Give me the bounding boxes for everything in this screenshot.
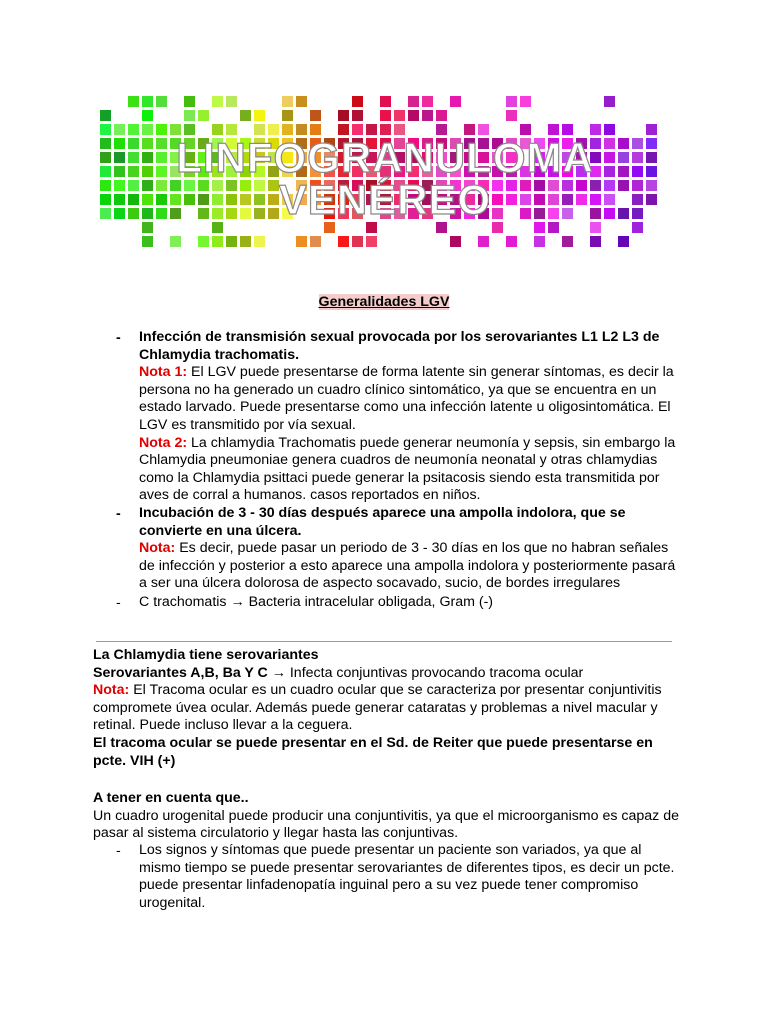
mosaic-tile (128, 180, 139, 191)
mosaic-tile (100, 124, 111, 135)
mosaic-tile (100, 208, 111, 219)
mosaic-tile (254, 236, 265, 247)
mosaic-tile (156, 96, 167, 107)
mosaic-tile (436, 110, 447, 121)
bullet-dash: - (116, 595, 121, 611)
mosaic-tile (506, 236, 517, 247)
mosaic-tile (100, 110, 111, 121)
mosaic-tile (240, 236, 251, 247)
mosaic-tile (618, 152, 629, 163)
mosaic-tile (212, 222, 223, 233)
note-text: El LGV puede presentarse de forma latente sin generar síntomas, es decir la persona no ha generado un cuadro clínico sintomático, ya que se encuentra en un estado larvado. Puede presentarse como una infección latente u oligosintomática. El LGV es transmitido por vía sexual. (139, 364, 674, 433)
mosaic-tile (492, 222, 503, 233)
mosaic-tile (142, 222, 153, 233)
note-paragraph (139, 364, 679, 434)
mosaic-tile (646, 194, 657, 205)
mosaic-tile (338, 110, 349, 121)
mosaic-tile (184, 194, 195, 205)
mosaic-tile (450, 96, 461, 107)
mosaic-tile (366, 222, 377, 233)
mosaic-tile (506, 110, 517, 121)
mosaic-tile (604, 194, 615, 205)
mosaic-tile (128, 96, 139, 107)
mosaic-tile (506, 194, 517, 205)
mosaic-tile (548, 180, 559, 191)
mosaic-tile (226, 208, 237, 219)
mosaic-tile (128, 208, 139, 219)
mosaic-tile (310, 236, 321, 247)
list-item (139, 505, 679, 593)
mosaic-tile (170, 194, 181, 205)
mosaic-tile (142, 138, 153, 149)
mosaic-tile (352, 96, 363, 107)
mosaic-tile (156, 180, 167, 191)
mosaic-tile (100, 138, 111, 149)
mosaic-tile (156, 124, 167, 135)
mosaic-tile (562, 236, 573, 247)
mosaic-tile (618, 208, 629, 219)
mosaic-tile (590, 222, 601, 233)
mosaic-tile (632, 180, 643, 191)
mosaic-tile (226, 194, 237, 205)
banner-title-line1: LINFOGRANULOMA (176, 134, 594, 181)
mosaic-tile (338, 236, 349, 247)
mosaic-tile (226, 236, 237, 247)
mosaic-tile (310, 110, 321, 121)
mosaic-tile (142, 236, 153, 247)
mosaic-tile (184, 110, 195, 121)
serovariantes-line: Serovariantes A,B, Ba Y C → Infecta conjuntivas provocando tracoma ocular (93, 664, 584, 681)
mosaic-tile (114, 180, 125, 191)
mosaic-tile (226, 96, 237, 107)
mosaic-tile (226, 180, 237, 191)
mosaic-tile (632, 152, 643, 163)
mosaic-tile (632, 208, 643, 219)
mosaic-tile (632, 222, 643, 233)
mosaic-tile (562, 180, 573, 191)
mosaic-tile (142, 96, 153, 107)
mosaic-tile (268, 194, 279, 205)
mosaic-tile (422, 110, 433, 121)
mosaic-tile (646, 152, 657, 163)
mosaic-tile (380, 110, 391, 121)
mosaic-tile (198, 110, 209, 121)
mosaic-tile (506, 180, 517, 191)
mosaic-tile (576, 180, 587, 191)
mosaic-tile (198, 236, 209, 247)
note-label: Nota 2: (139, 434, 188, 451)
mosaic-tile (408, 110, 419, 121)
mosaic-tile (646, 166, 657, 177)
mosaic-tile (282, 110, 293, 121)
mosaic-tile (520, 180, 531, 191)
mosaic-tile (562, 194, 573, 205)
list-item (139, 594, 679, 612)
mosaic-tile (422, 96, 433, 107)
mosaic-tile (142, 180, 153, 191)
mosaic-tile (618, 236, 629, 247)
mosaic-tile (184, 180, 195, 191)
bullet-dash: - (116, 330, 121, 346)
mosaic-tile (506, 96, 517, 107)
a-tener-en-cuenta-section (93, 790, 683, 843)
mosaic-tile (632, 138, 643, 149)
note-text: Es decir, puede pasar un periodo de 3 - 30 días en los que no habran señales de infección y posterior a esto aparece una ampolla indolora y posteriormente pasará a ser una úlcera dolorosa de aspecto socavado, sucio, de bordes irregulares (139, 540, 676, 592)
mosaic-tile (520, 96, 531, 107)
mosaic-tile (548, 208, 559, 219)
mosaic-tile (394, 110, 405, 121)
bullet-text: Incubación de 3 - 30 días después aparece una ampolla indolora, que se convierte en una úlcera. (139, 505, 626, 539)
list-item (139, 842, 679, 912)
mosaic-tile (604, 208, 615, 219)
mosaic-tile (198, 208, 209, 219)
mosaic-tile (114, 138, 125, 149)
mosaic-tile (296, 236, 307, 247)
mosaic-tile (156, 166, 167, 177)
mosaic-tile (100, 194, 111, 205)
mosaic-tile (114, 208, 125, 219)
mosaic-tile (114, 124, 125, 135)
mosaic-tile (534, 194, 545, 205)
mosaic-tile (268, 208, 279, 219)
mosaic-tile (478, 236, 489, 247)
mosaic-tile (604, 124, 615, 135)
paragraph: Un cuadro urogenital puede producir una conjuntivitis, ya que el microorganismo es capaz de pasar al sistema circulatorio y llegar hasta las conjuntivas. (93, 807, 679, 842)
bullet-dash: - (116, 843, 121, 859)
list-item (139, 329, 679, 505)
mosaic-tile (114, 166, 125, 177)
mosaic-tile (282, 96, 293, 107)
mosaic-tile (492, 194, 503, 205)
mosaic-tile (254, 180, 265, 191)
mosaic-tile (184, 96, 195, 107)
mosaic-tile (604, 180, 615, 191)
mosaic-tile (646, 180, 657, 191)
section-heading: Generalidades LGV (318, 294, 450, 310)
mosaic-tile (128, 152, 139, 163)
mosaic-tile (142, 110, 153, 121)
mosaic-tile (436, 222, 447, 233)
note-text: La chlamydia Trachomatis puede generar neumonía y sepsis, sin embargo la Chlamydia pneumoniae genera cuadros de neumonía neonatal y otras chlamydias como la Chlamydia psittaci puede generar la psitacosis siendo esta transmitida por aves de corral a humanos. casos reportados en niños. (139, 434, 676, 504)
mosaic-tile (590, 194, 601, 205)
mosaic-tile (212, 208, 223, 219)
note-label: Nota: (93, 682, 130, 699)
mosaic-tile (576, 194, 587, 205)
mosaic-tile (156, 208, 167, 219)
mosaic-tile (142, 208, 153, 219)
mosaic-tile (646, 124, 657, 135)
mosaic-tile (254, 110, 265, 121)
bullet-dash: - (116, 506, 121, 522)
mosaic-tile (114, 152, 125, 163)
bold-paragraph: El tracoma ocular se puede presentar en el Sd. de Reiter que puede presentarse en pcte. VIH (+) (93, 734, 653, 769)
note-text: El Tracoma ocular es un cuadro ocular que se caracteriza por presentar conjuntivitis compromete úvea ocular. Además puede generar cataratas y problemas a nivel macular y retinal. Puede incluso llevar a la ceguera. (93, 682, 662, 734)
mosaic-tile (254, 194, 265, 205)
mosaic-tile (240, 194, 251, 205)
mosaic-tile (380, 96, 391, 107)
mosaic-tile (492, 208, 503, 219)
mosaic-tile (142, 124, 153, 135)
mosaic-tile (590, 208, 601, 219)
note-paragraph (139, 540, 679, 593)
mosaic-tile (534, 180, 545, 191)
mosaic-tile (128, 166, 139, 177)
mosaic-tile (212, 194, 223, 205)
mosaic-tile (604, 96, 615, 107)
mosaic-tile (324, 222, 335, 233)
mosaic-tile (170, 236, 181, 247)
mosaic-tile (492, 180, 503, 191)
mosaic-tile (170, 180, 181, 191)
mosaic-tile (590, 180, 601, 191)
note-paragraph (139, 435, 679, 505)
mosaic-tile (156, 194, 167, 205)
mosaic-tile (170, 208, 181, 219)
mosaic-tile (352, 236, 363, 247)
serovariantes-section (93, 647, 683, 770)
mosaic-tile (450, 236, 461, 247)
mosaic-tile (114, 194, 125, 205)
note-label: Nota: (139, 540, 176, 557)
note-paragraph (93, 682, 683, 735)
mosaic-tile (618, 166, 629, 177)
mosaic-tile (240, 110, 251, 121)
mosaic-tile (618, 138, 629, 149)
mosaic-tile (268, 180, 279, 191)
mosaic-tile (408, 96, 419, 107)
mosaic-tile (142, 152, 153, 163)
mosaic-tile (156, 138, 167, 149)
banner-title-line2: VENÉREO (278, 176, 492, 223)
mosaic-tile (296, 96, 307, 107)
mosaic-tile (590, 236, 601, 247)
mosaic-tile (100, 180, 111, 191)
title-banner-image (100, 96, 670, 258)
mosaic-tile (520, 194, 531, 205)
mosaic-tile (646, 138, 657, 149)
mosaic-tile (212, 96, 223, 107)
mosaic-tile (618, 180, 629, 191)
mosaic-tile (352, 110, 363, 121)
mosaic-tile (198, 194, 209, 205)
mosaic-tile (534, 236, 545, 247)
mosaic-tile (128, 194, 139, 205)
mosaic-tile (128, 124, 139, 135)
mosaic-tile (198, 180, 209, 191)
mosaic-tile (604, 166, 615, 177)
mosaic-tile (240, 208, 251, 219)
mosaic-tile (212, 236, 223, 247)
mosaic-tile (212, 180, 223, 191)
mosaic-tile (562, 208, 573, 219)
mosaic-tile (548, 222, 559, 233)
mosaic-tile (128, 138, 139, 149)
mosaic-tile (632, 166, 643, 177)
mosaic-tile (534, 208, 545, 219)
mosaic-tile (548, 194, 559, 205)
mosaic-tile (100, 166, 111, 177)
mosaic-tile (142, 166, 153, 177)
mosaic-tile (534, 222, 545, 233)
mosaic-tile (240, 180, 251, 191)
bullet-text: Los signos y síntomas que puede presentar un paciente son variados, ya que al mismo tiempo se puede presentar serovariantes de diferentes tipos, es decir un pcte. puede presentar linfadenopatía inguinal pero a su vez puede tener compromiso urogenital. (139, 842, 675, 911)
section-title: A tener en cuenta que.. (93, 790, 249, 806)
mosaic-tile (520, 208, 531, 219)
mosaic-tile (254, 208, 265, 219)
section-title: La Chlamydia tiene serovariantes (93, 647, 319, 663)
mosaic-tile (366, 236, 377, 247)
mosaic-tile (100, 152, 111, 163)
mosaic-tile (604, 152, 615, 163)
mosaic-tile (156, 152, 167, 163)
mosaic-tile (142, 194, 153, 205)
mosaic-tile (632, 194, 643, 205)
note-label: Nota 1: (139, 364, 188, 381)
mosaic-tile (604, 138, 615, 149)
horizontal-divider (96, 641, 672, 642)
bullet-text: Infección de transmisión sexual provocada por los serovariantes L1 L2 L3 de Chlamydia trachomatis. (139, 329, 660, 363)
bullet-text: C trachomatis → Bacteria intracelular obligada, Gram (-) (139, 594, 494, 610)
